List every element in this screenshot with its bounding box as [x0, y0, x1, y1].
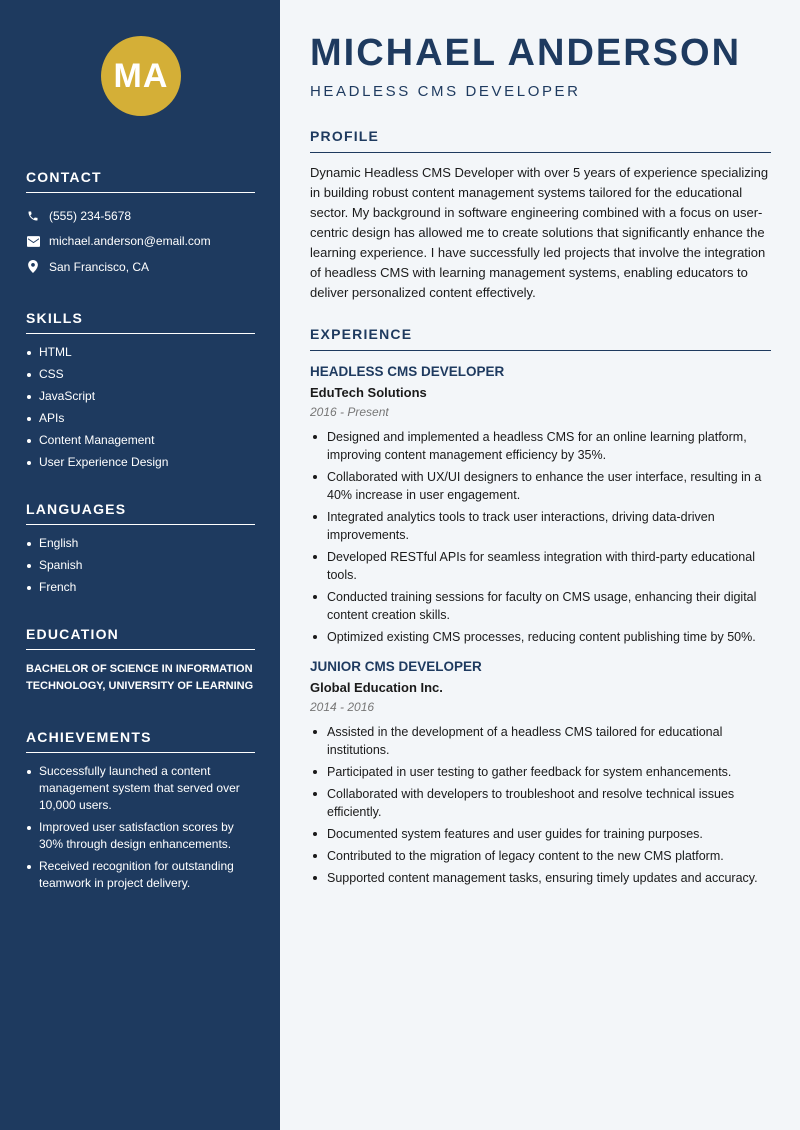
job-entry — [310, 659, 771, 887]
main-content — [280, 0, 800, 1130]
experience-section — [310, 326, 771, 887]
candidate-name: MICHAEL ANDERSON — [310, 32, 742, 74]
skill-item: User Experience Design — [26, 454, 255, 471]
job-bullet: Developed RESTful APIs for seamless integration with third-party educational tools. — [310, 548, 771, 584]
achievements-section — [26, 729, 255, 892]
skill-item: Content Management — [26, 432, 255, 449]
job-bullets — [310, 723, 771, 887]
skills-heading: SKILLS — [26, 310, 255, 334]
job-dates: 2016 - Present — [310, 405, 389, 419]
contact-item-location — [26, 254, 255, 280]
job-company: Global Education Inc. — [310, 680, 443, 695]
job-entry-title: JUNIOR CMS DEVELOPER — [310, 659, 482, 674]
job-bullet: Collaborated with UX/UI designers to enhance the user interface, resulting in a 40% increase in user engagement. — [310, 468, 771, 504]
job-dates: 2014 - 2016 — [310, 700, 375, 714]
achievement-item: Received recognition for outstanding teamwork in project delivery. — [26, 858, 255, 892]
job-bullet: Conducted training sessions for faculty on CMS usage, enhancing their digital content creation skills. — [310, 588, 771, 624]
email-text[interactable]: michael.anderson@email.com — [49, 234, 211, 249]
profile-section — [310, 128, 771, 303]
language-item: English — [26, 535, 255, 552]
skill-item: CSS — [26, 366, 255, 383]
language-item: Spanish — [26, 557, 255, 574]
education-heading: EDUCATION — [26, 626, 255, 650]
job-bullet: Designed and implemented a headless CMS for an online learning platform, improving content management efficiency by 35%. — [310, 428, 771, 464]
avatar — [101, 36, 181, 116]
job-title: HEADLESS CMS DEVELOPER — [310, 83, 581, 100]
location-text: San Francisco, CA — [49, 259, 150, 274]
profile-heading: PROFILE — [310, 128, 771, 153]
job-company: EduTech Solutions — [310, 385, 427, 400]
job-bullet: Optimized existing CMS processes, reducing content publishing time by 50%. — [310, 628, 771, 646]
skill-item: JavaScript — [26, 388, 255, 405]
languages-heading: LANGUAGES — [26, 501, 255, 525]
language-item: French — [26, 579, 255, 596]
languages-section — [26, 501, 255, 596]
email-icon — [26, 234, 40, 248]
contact-item-email — [26, 229, 255, 255]
education-degree: BACHELOR OF SCIENCE IN INFORMATION TECHNOLOGY, UNIVERSITY OF LEARNING — [26, 662, 254, 692]
job-bullet: Integrated analytics tools to track user interactions, driving data-driven improvements. — [310, 508, 771, 544]
experience-heading: EXPERIENCE — [310, 326, 771, 351]
profile-text: Dynamic Headless CMS Developer with over 5 years of experience specializing in building robust content management systems tailored for the educational sector. My background in software engineering combined with a focus on user-centric design has allowed me to create solutions that significantly enhance the learning experience. I have successfully led projects that involve the integration of headless CMS with learning management systems, enabling educators to deliver personalized content effectively. — [310, 165, 769, 300]
skills-section — [26, 310, 255, 471]
avatar-initials: MA — [113, 56, 169, 95]
achievements-list — [26, 763, 255, 892]
contact-section — [26, 169, 255, 280]
skill-item: APIs — [26, 410, 255, 427]
phone-icon — [26, 209, 40, 223]
job-bullet: Documented system features and user guides for training purposes. — [310, 825, 771, 843]
job-bullet: Supported content management tasks, ensuring timely updates and accuracy. — [310, 869, 771, 887]
job-bullet: Contributed to the migration of legacy content to the new CMS platform. — [310, 847, 771, 865]
job-bullet: Assisted in the development of a headless CMS tailored for educational institutions. — [310, 723, 771, 759]
job-entry — [310, 364, 771, 646]
achievement-item: Improved user satisfaction scores by 30% through design enhancements. — [26, 819, 255, 853]
job-bullet: Collaborated with developers to troubleshoot and resolve technical issues efficiently. — [310, 785, 771, 821]
achievements-heading: ACHIEVEMENTS — [26, 729, 255, 753]
skills-list — [26, 344, 255, 471]
contact-list — [26, 203, 255, 280]
achievement-item: Successfully launched a content management system that served over 10,000 users. — [26, 763, 255, 814]
job-entry-title: HEADLESS CMS DEVELOPER — [310, 364, 505, 379]
phone-text[interactable]: (555) 234-5678 — [49, 208, 132, 223]
languages-list — [26, 535, 255, 596]
location-icon — [26, 260, 40, 274]
contact-heading: CONTACT — [26, 169, 255, 193]
job-bullets — [310, 428, 771, 646]
job-bullet: Participated in user testing to gather feedback for system enhancements. — [310, 763, 771, 781]
education-section — [26, 626, 255, 695]
contact-item-phone — [26, 203, 255, 229]
sidebar — [0, 0, 280, 1130]
skill-item: HTML — [26, 344, 255, 361]
